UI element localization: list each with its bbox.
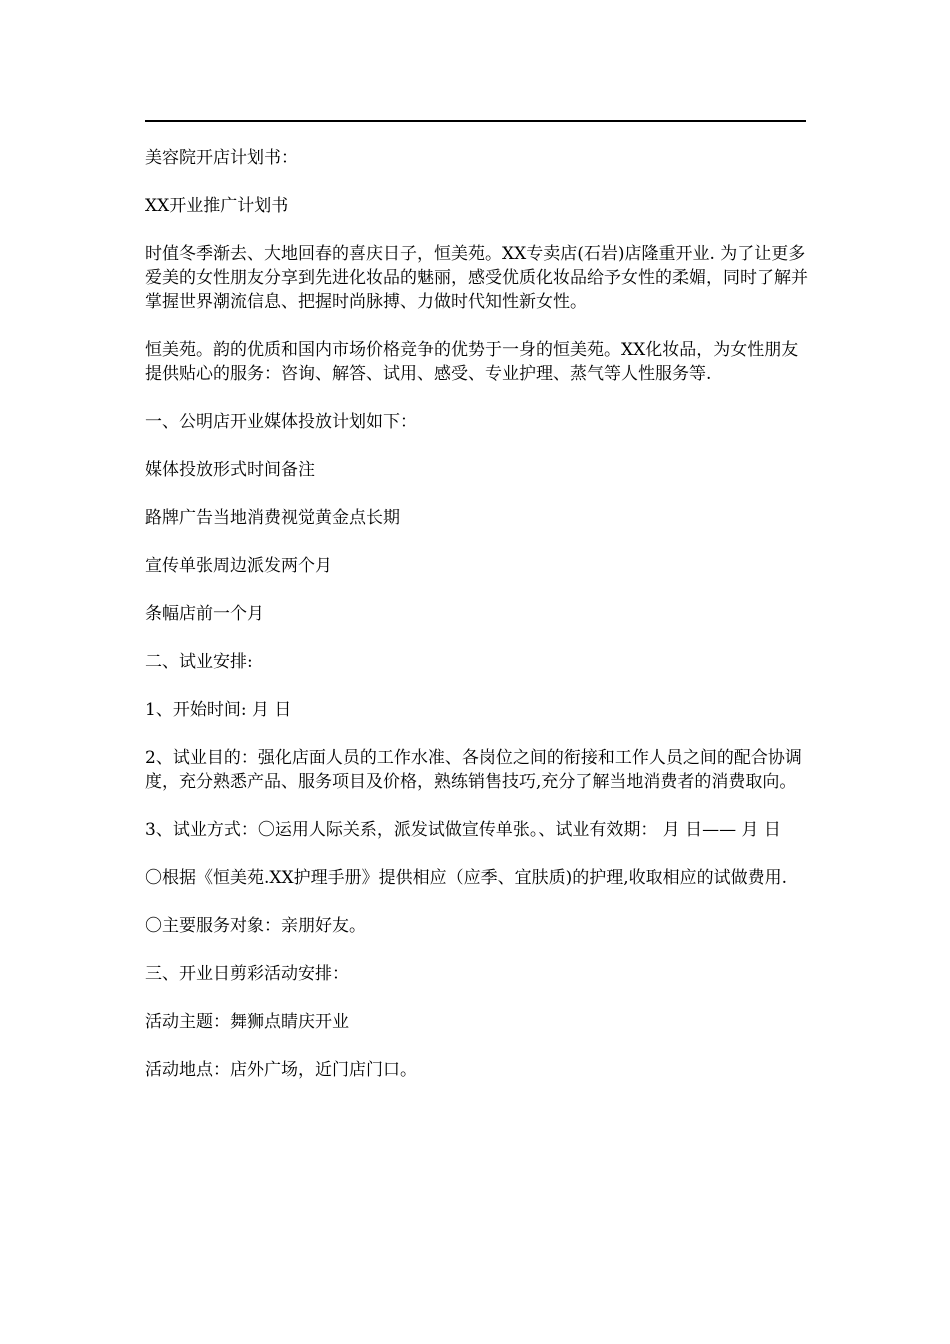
activity-theme: 活动主题：舞狮点睛庆开业 xyxy=(145,1012,349,1032)
trial-purpose: 2、试业目的：强化店面人员的工作水准、各岗位之间的衔接和工作人员之间的配合协调度，充分熟悉产品、服务项目及价格，熟练销售技巧,充分了解当地消费者的消费取向。 xyxy=(145,748,802,792)
doc-title: 美容院开店计划书： xyxy=(145,148,298,168)
media-row-banner: 条幅店前一个月 xyxy=(145,604,264,624)
section-heading-trial: 二、试业安排: xyxy=(145,652,253,672)
trial-method: 3、试业方式：〇运用人际关系，派发试做宣传单张。、试业有效期： 月 日—— 月 日 xyxy=(145,820,781,840)
media-row-flyer: 宣传单张周边派发两个月 xyxy=(145,556,332,576)
section-heading-opening: 三、开业日剪彩活动安排： xyxy=(145,964,349,984)
trial-target-item: 〇主要服务对象：亲朋好友。 xyxy=(145,916,366,936)
brand-paragraph: 恒美苑。韵的优质和国内市场价格竞争的优势于一身的恒美苑。XX化妆品，为女性朋友提供贴心的服务：咨询、解答、试用、感受、专业护理、蒸气等人性服务等. xyxy=(145,340,799,384)
section-heading-media: 一、公明店开业媒体投放计划如下： xyxy=(145,412,417,432)
trial-start-time: 1、开始时间: 月 日 xyxy=(145,700,292,720)
media-row-billboard: 路牌广告当地消费视觉黄金点长期 xyxy=(145,508,400,528)
trial-manual-item: 〇根据《恒美苑.XX护理手册》提供相应（应季、宜肤质)的护理,收取相应的试做费用. xyxy=(145,868,788,888)
intro-paragraph: 时值冬季渐去、大地回春的喜庆日子，恒美苑。XX专卖店(石岩)店隆重开业. 为了让更多爱美的女性朋友分享到先进化妆品的魅丽，感受优质化妆品给予女性的柔媚，同时了解并掌握世界潮流信息、把握时尚脉搏、力做时代知性新女性。 xyxy=(145,244,808,312)
header-rule xyxy=(145,120,806,122)
doc-subtitle: XX开业推广计划书 xyxy=(145,196,289,216)
document-body xyxy=(145,146,810,1106)
media-table-header: 媒体投放形式时间备注 xyxy=(145,460,315,480)
activity-location: 活动地点：店外广场，近门店门口。 xyxy=(145,1060,417,1080)
